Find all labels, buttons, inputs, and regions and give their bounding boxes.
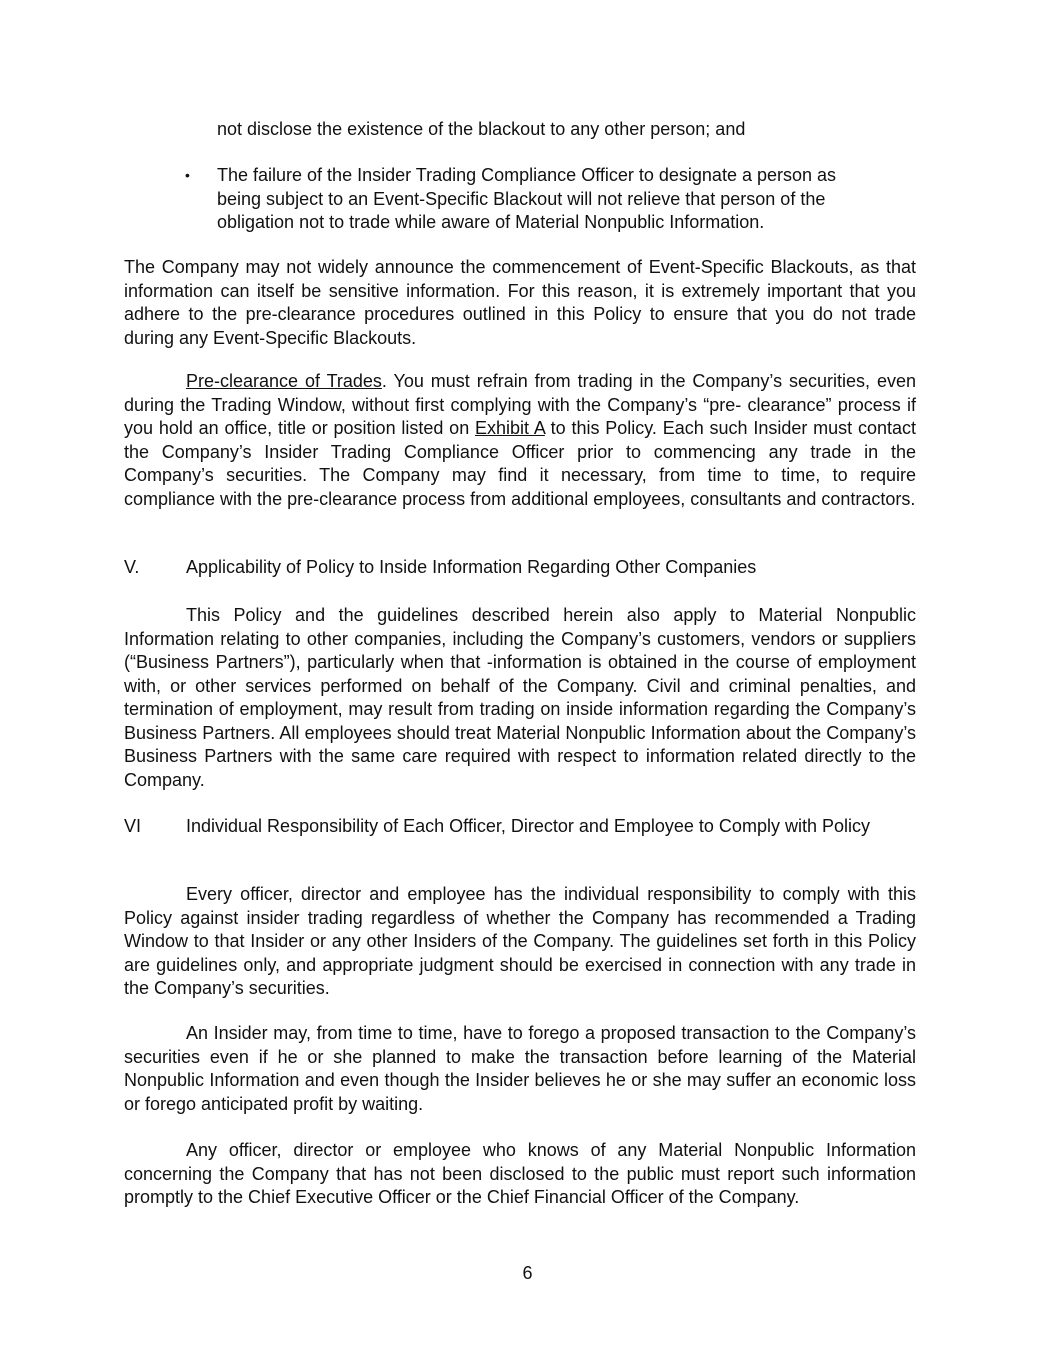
section-vi-paragraph-3: Any officer, director or employee who knows of any Material Nonpublic Information concerning the Company that has not been disclosed to the public must report such information promptly to the Chief Executive Officer or the Chief Financial Officer of the Company. (124, 1140, 916, 1207)
paragraph-event-specific-blackouts: The Company may not widely announce the commencement of Event-Specific Blackouts, as that information can itself be sensitive information. For this reason, it is extremely important that you adhere to the pre-clearance procedures outlined in this Policy to ensure that you do not trade during any Event-Specific Blackouts. (124, 257, 916, 348)
section-v-title: Applicability of Policy to Inside Information Regarding Other Companies (186, 557, 757, 577)
section-vi-paragraph-1: Every officer, director and employee has the individual responsibility to comply with this Policy against insider trading regardless of whether the Company has recommended a Trading Window to that Insider or any other Insiders of the Company. The guidelines set forth in this Policy are guidelines only, and appropriate judgment should be exercised in connection with any trade in the Company’s securities. (124, 884, 916, 998)
section-v-body: This Policy and the guidelines described herein also apply to Material Nonpublic Information relating to other companies, including the Company’s customers, vendors or suppliers (“Business Partners”), particularly when that -information is obtained in the course of employment with, or other services performed on behalf of the Company. Civil and criminal penalties, and termination of employment, may result from trading on inside information regarding the Company’s Business Partners. All employees should treat Material Nonpublic Information about the Company’s Business Partners with the same care required with respect to information related directly to the Company. (124, 605, 916, 790)
section-vi-number: VI (124, 816, 142, 836)
bullet-text: The failure of the Insider Trading Compliance Officer to designate a person as being subject to an Event-Specific Blackout will not relieve that person of the obligation not to trade while aware of Material Nonpublic Information. (217, 165, 837, 232)
bullet-icon: • (185, 167, 190, 183)
preclearance-text-b: to this Policy. Each such Insider must contact the Company’s Insider Trading Compliance Officer prior to commencing any trade in the Company’s securities. The Company may find it necessary, from time to time, to require compliance with the pre-clearance process from additional employees, consultants and contractors. (124, 418, 916, 509)
paragraph-preclearance (124, 370, 916, 511)
section-v-number: V. (124, 557, 140, 577)
preclearance-text-a: . You must refrain from trading in the Company’s securities, even during the Trading Window, without first complying with the Company’s “pre- clearance” process if you hold an office, title or position listed on (124, 371, 916, 438)
continuation-line: not disclose the existence of the blackout to any other person; and (217, 119, 746, 139)
page-number: 6 (522, 1263, 533, 1283)
section-vi-paragraph-2: An Insider may, from time to time, have to forego a proposed transaction to the Company’s securities even if he or she planned to make the transaction before learning of the Material Nonpublic Information and even though the Insider believes he or she may suffer an economic loss or forego anticipated profit by waiting. (124, 1023, 916, 1114)
section-vi-title: Individual Responsibility of Each Officer, Director and Employee to Comply with Policy (186, 816, 870, 836)
preclearance-heading: Pre-clearance of Trades (186, 371, 382, 391)
exhibit-a-link[interactable]: Exhibit A (475, 418, 545, 438)
